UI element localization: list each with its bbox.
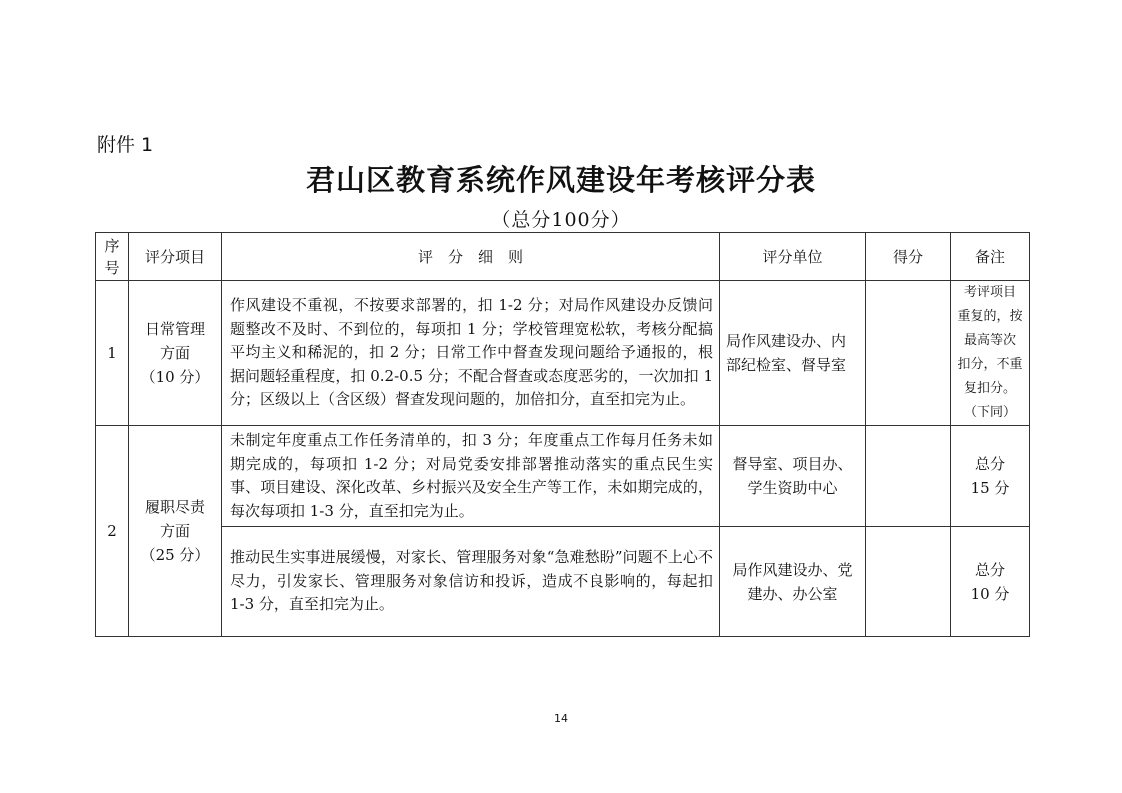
header-rules: 评 分 细 则 [222, 233, 720, 281]
row1-remark-line6: （下同） [963, 405, 1016, 420]
row1-remark-line4: 扣分，不重 [957, 357, 1023, 372]
row2a-unit-line2: 学生资助中心 [747, 479, 838, 497]
table-row [96, 527, 1030, 637]
row2a-unit [720, 426, 866, 527]
document-title: 君山区教育系统作风建设年考核评分表 [305, 163, 816, 197]
scoring-table [95, 232, 1030, 637]
attachment-label: 附件 1 [97, 134, 154, 156]
row2-item-line1: 履职尽责 [144, 498, 205, 516]
row1-no: 1 [96, 281, 129, 426]
table-header-row [96, 233, 1030, 281]
row1-remark [951, 281, 1030, 426]
row2a-remark-line2: 15 分 [970, 479, 1010, 497]
header-no-line1: 序 [104, 236, 120, 255]
row1-score [866, 281, 951, 426]
header-no [96, 233, 129, 281]
row1-rules: 作风建设不重视，不按要求部署的，扣 1-2 分；对局作风建设办反馈问题整改不及时、不到位的，每项扣 1 分；学校管理宽松软，考核分配搞平均主义和稀泥的，扣 2 分；日常工作中督查发现问题给予通报的，根据问题轻重程度，扣 0.2-0.5 分；不配合督查或态度恶劣的，一次加扣 1 分；区级以上（含区级）督查发现问题的，加倍扣分，直至扣完为止。 [222, 281, 720, 426]
row2b-unit-line1: 局作风建设办、党 [732, 560, 853, 579]
row2a-remark-line1: 总分 [974, 455, 1005, 473]
row2b-remark [951, 527, 1030, 637]
header-remark: 备注 [951, 233, 1030, 281]
row2a-score [866, 426, 951, 527]
row1-remark-line1: 考评项目 [963, 285, 1016, 300]
row2a-remark [951, 426, 1030, 527]
row2a-rules: 未制定年度重点工作任务清单的，扣 3 分；年度重点工作每月任务未如期完成的，每项扣 1-2 分；对局党委安排部署推动落实的重点民生实事、项目建设、深化改革、乡村振兴及安全生产等工作，未如期完成的，每次每项扣 1-3 分，直至扣完为止。 [222, 426, 720, 527]
header-no-line2: 号 [104, 258, 120, 277]
table-row [96, 426, 1030, 527]
document-subtitle: （总分100分） [491, 209, 631, 231]
row2b-unit [720, 527, 866, 637]
row2a-unit-line1: 督导室、项目办、 [732, 455, 853, 473]
row2-item-line2: 方面 [159, 522, 190, 540]
row2-item [129, 426, 222, 637]
row2-no: 2 [96, 426, 129, 637]
table-row [96, 281, 1030, 426]
row1-remark-line3: 最高等次 [963, 333, 1016, 348]
row1-item-line3: （10 分） [140, 368, 210, 386]
row1-item-line2: 方面 [159, 344, 190, 362]
header-unit: 评分单位 [720, 233, 866, 281]
row2b-unit-line2: 建办、办公室 [747, 584, 838, 603]
row1-remark-line5: 复扣分。 [963, 381, 1016, 396]
row2b-rules: 推动民生实事进展缓慢，对家长、管理服务对象“急难愁盼”问题不上心不尽力，引发家长、管理服务对象信访和投诉，造成不良影响的，每起扣 1-3 分，直至扣完为止。 [222, 527, 720, 637]
row2b-score [866, 527, 951, 637]
row2b-remark-line2: 10 分 [970, 584, 1010, 603]
row1-item-line1: 日常管理 [144, 320, 205, 338]
row1-unit: 局作风建设办、内部纪检室、督导室 [720, 281, 866, 426]
row2b-remark-line1: 总分 [974, 560, 1005, 579]
row1-remark-line2: 重复的，按 [957, 309, 1023, 324]
page-number: 14 [554, 712, 568, 725]
row2-item-line3: （25 分） [140, 546, 210, 564]
header-score: 得分 [866, 233, 951, 281]
header-item: 评分项目 [129, 233, 222, 281]
row1-item [129, 281, 222, 426]
